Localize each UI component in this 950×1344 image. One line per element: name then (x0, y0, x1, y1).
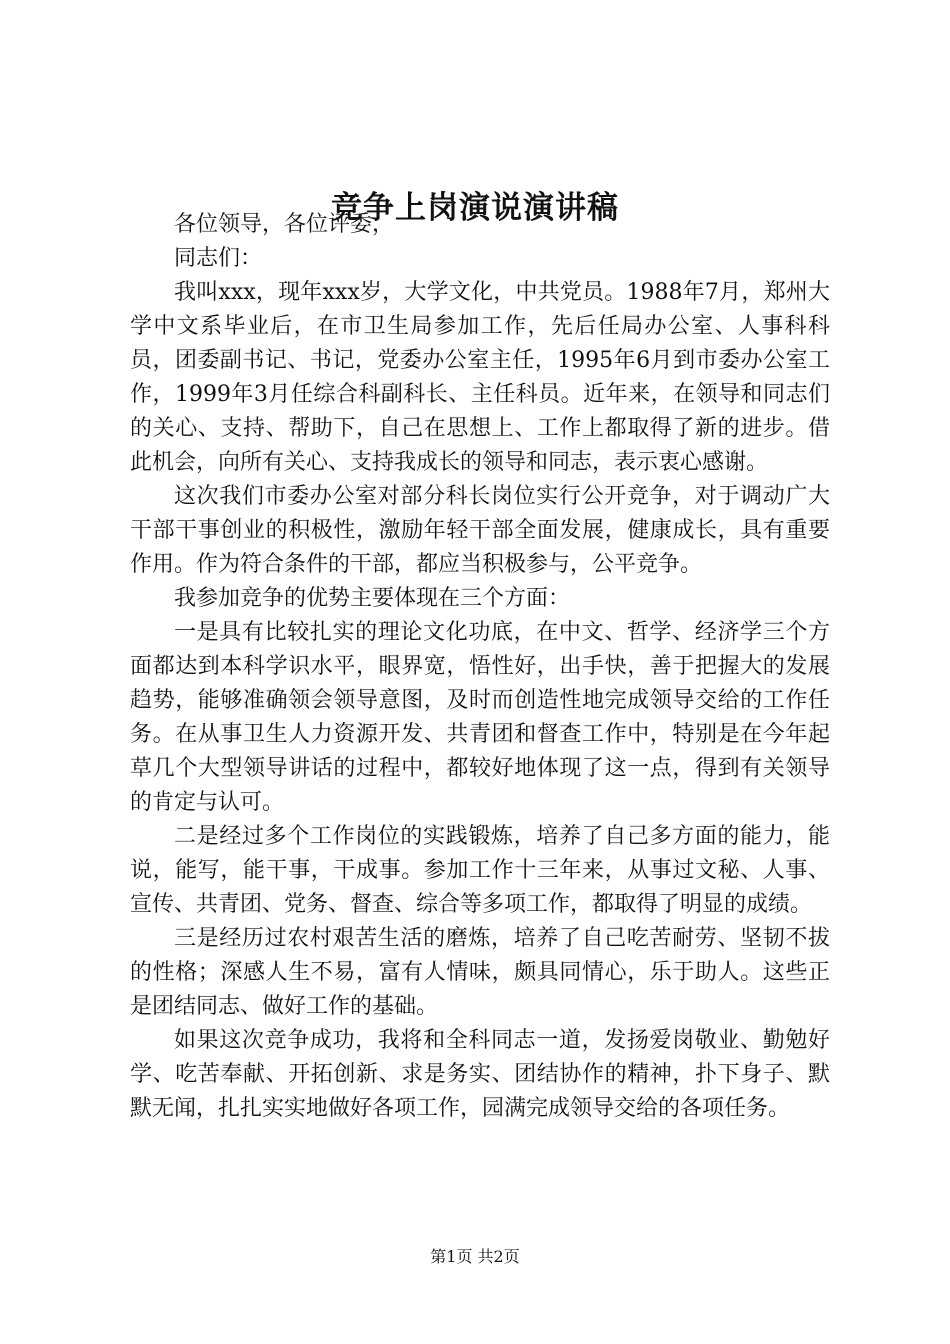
paragraph-salutation-1: 各位领导，各位评委， (174, 212, 395, 237)
paragraph-advantage-2: 二是经过多个工作岗位的实践锻炼，培养了自己多方面的能力，能说，能写，能干事，干成事。参加工作十三年来，从事过文秘、人事、宣传、共青团、党务、督查、综合等多项工作，都取得了明显的成绩。 (130, 824, 830, 917)
paragraph-salutation-2: 同志们： (174, 246, 263, 271)
paragraph-advantages-lead: 我参加竞争的优势主要体现在三个方面： (174, 586, 571, 611)
paragraph-conclusion: 如果这次竞争成功，我将和全科同志一道，发扬爱岗敬业、勤勉好学、吃苦奉献、开拓创新、求是务实、团结协作的精神，扑下身子、默默无闻，扎扎实实地做好各项工作，园满完成领导交给的各项任务。 (130, 1028, 830, 1121)
paragraph-advantage-1: 一是具有比较扎实的理论文化功底，在中文、哲学、经济学三个方面都达到本科学识水平，眼界宽，悟性好，出手快，善于把握大的发展趋势，能够准确领会领导意图，及时而创造性地完成领导交给的工作任务。在从事卫生人力资源开发、共青团和督查工作中，特别是在今年起草几个大型领导讲话的过程中，都较好地体现了这一点，得到有关领导的肯定与认可。 (130, 620, 830, 815)
document-title: 竞争上岗演说演讲稿 (331, 190, 619, 226)
paragraph-competition: 这次我们市委办公室对部分科长岗位实行公开竞争，对于调动广大干部干事创业的积极性，激励年轻干部全面发展，健康成长，具有重要作用。作为符合条件的干部，都应当积极参与，公平竞争。 (130, 484, 830, 577)
paragraph-intro: 我叫xxx，现年xxx岁，大学文化，中共党员。1988年7月，郑州大学中文系毕业后，在市卫生局参加工作，先后任局办公室、人事科科员，团委副书记、书记，党委办公室主任，1995年6月到市委办公室工作，1999年3月任综合科副科长、主任科员。近年来，在领导和同志们的关心、支持、帮助下，自己在思想上、工作上都取得了新的进步。借此机会，向所有关心、支持我成长的领导和同志，表示衷心感谢。 (130, 280, 830, 475)
document-body (130, 208, 830, 1126)
page-footer: 第1页 共2页 (430, 1247, 520, 1266)
paragraph-advantage-3: 三是经历过农村艰苦生活的磨炼，培养了自己吃苦耐劳、坚韧不拔的性格；深感人生不易，富有人情味，颇具同情心，乐于助人。这些正是团结同志、做好工作的基础。 (130, 926, 830, 1019)
